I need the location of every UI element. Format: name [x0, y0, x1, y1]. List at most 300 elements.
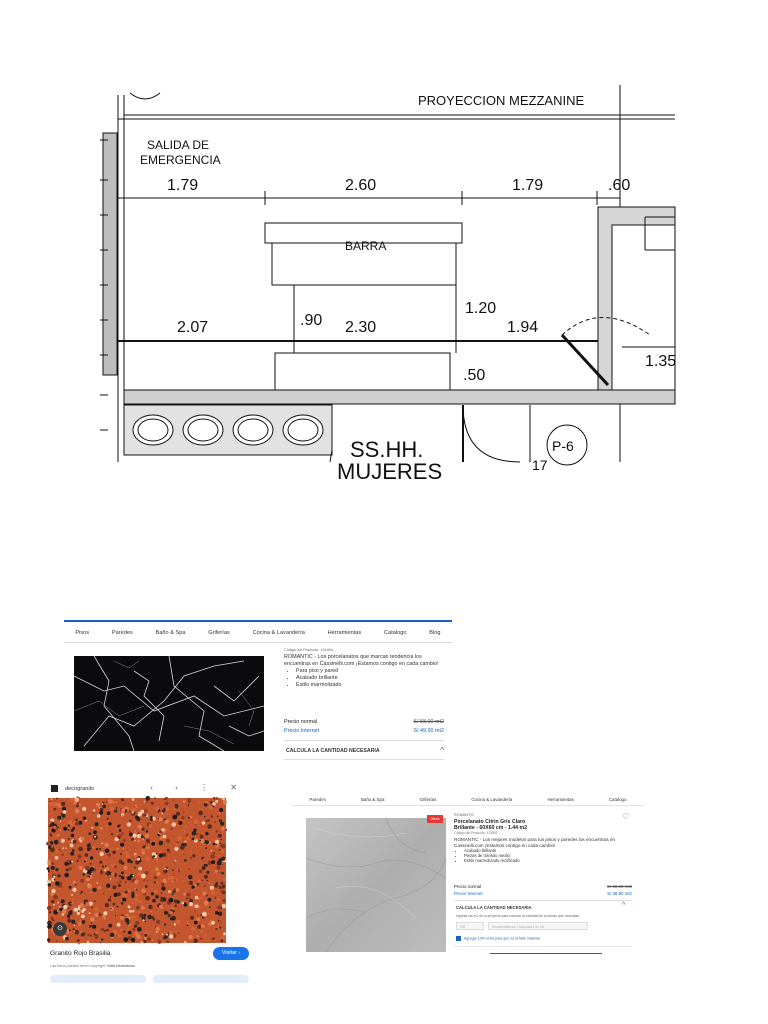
- granite-speckle: [79, 866, 83, 870]
- plan-dim: 17: [532, 457, 548, 473]
- granite-speckle: [172, 869, 174, 871]
- granite-speckle: [120, 929, 122, 931]
- granite-speckle: [207, 819, 210, 822]
- granite-speckle: [91, 907, 93, 909]
- boxes-input[interactable]: Recomendamos 1 caja para 1.44 m2: [488, 922, 588, 930]
- granite-speckle: [113, 851, 116, 854]
- granite-speckle: [168, 876, 172, 880]
- granite-speckle: [169, 898, 174, 903]
- granite-speckle: [57, 803, 60, 806]
- granite-speckle: [89, 925, 92, 928]
- granite-speckle: [139, 913, 143, 917]
- granite-speckle: [62, 847, 64, 849]
- checkbox-checked-icon[interactable]: [456, 936, 461, 941]
- chevron-up-icon[interactable]: ^: [622, 902, 626, 909]
- nav-item-blog[interactable]: Blog: [429, 630, 441, 636]
- granite-speckle: [126, 914, 129, 917]
- granite-speckle: [74, 931, 75, 932]
- granite-speckle: [171, 828, 173, 830]
- granite-speckle: [113, 930, 117, 934]
- granite-speckle: [115, 837, 119, 841]
- granite-speckle: [121, 871, 124, 874]
- granite-speckle: [129, 832, 133, 836]
- granite-speckle: [194, 921, 198, 925]
- granite-speckle: [151, 916, 154, 919]
- granite-speckle: [194, 838, 196, 840]
- granite-speckle: [165, 829, 167, 831]
- granite-speckle: [204, 803, 208, 807]
- nav-item-paredes[interactable]: Paredes: [111, 630, 133, 636]
- granite-speckle: [53, 920, 55, 922]
- granite-speckle: [72, 849, 75, 852]
- granite-speckle: [95, 931, 98, 934]
- nav-item-herramientas[interactable]: Herramientas: [547, 796, 574, 802]
- granite-speckle: [63, 827, 67, 831]
- granite-speckle: [196, 918, 200, 922]
- plan-dim: 2.07: [177, 319, 209, 336]
- granite-speckle: [129, 819, 132, 822]
- granite-speckle: [161, 886, 165, 890]
- price-normal-row: [284, 719, 444, 725]
- lens-search-icon[interactable]: ⊙: [53, 922, 67, 936]
- granite-speckle: [53, 875, 55, 877]
- granite-speckle: [141, 835, 144, 838]
- granite-speckle: [166, 867, 168, 869]
- granite-speckle: [132, 798, 135, 801]
- plan-door-tag: P-6: [552, 438, 574, 454]
- granite-speckle: [213, 797, 216, 800]
- nav-item-griferias[interactable]: Griferías: [208, 630, 230, 636]
- granite-speckle: [184, 859, 187, 862]
- granite-speckle: [194, 940, 195, 941]
- product-code: Código del Producto: 114404: [284, 648, 333, 652]
- granite-speckle: [200, 897, 203, 900]
- granite-speckle: [189, 902, 193, 906]
- granite-speckle: [189, 881, 193, 885]
- granite-speckle: [111, 833, 113, 835]
- granite-speckle: [119, 860, 123, 864]
- granite-speckle: [60, 829, 62, 831]
- granite-speckle: [119, 829, 122, 832]
- granite-speckle: [83, 908, 86, 911]
- granite-speckle: [152, 870, 154, 872]
- granite-speckle: [106, 825, 108, 827]
- granite-speckle: [125, 881, 127, 883]
- granite-speckle: [74, 925, 76, 927]
- granite-speckle: [173, 911, 174, 912]
- granite-speckle: [212, 852, 215, 855]
- granite-speckle: [206, 880, 208, 882]
- granite-speckle: [208, 923, 211, 926]
- granite-speckle: [221, 872, 224, 875]
- tile-texture: [306, 818, 446, 952]
- granite-speckle: [221, 890, 224, 893]
- granite-speckle: [54, 879, 56, 881]
- granite-speckle: [116, 833, 118, 835]
- granite-speckle: [51, 889, 55, 893]
- granite-speckle: [94, 907, 98, 911]
- plan-arc: [130, 93, 160, 99]
- granite-speckle: [177, 841, 179, 843]
- plan-title: PROYECCION MEZZANINE: [418, 93, 585, 108]
- nav-divider: [292, 805, 644, 806]
- granite-speckle: [64, 873, 69, 878]
- granite-speckle: [106, 867, 110, 871]
- granite-speckle: [137, 813, 138, 814]
- granite-speckle: [82, 902, 84, 904]
- granite-speckle: [135, 804, 137, 806]
- granite-speckle: [174, 847, 178, 851]
- granite-speckle: [158, 812, 160, 814]
- granite-speckle: [213, 938, 215, 940]
- granite-speckle: [57, 902, 59, 904]
- granite-speckle: [62, 909, 67, 914]
- granite-speckle: [215, 870, 218, 873]
- granite-speckle: [223, 798, 225, 800]
- granite-speckle: [161, 828, 164, 831]
- granite-speckle: [219, 849, 221, 851]
- chevron-up-icon[interactable]: ^: [440, 746, 444, 755]
- calculate-quantity-toggle[interactable]: CALCULA LA CANTIDAD NECESARIA: [286, 748, 380, 754]
- granite-speckle: [71, 920, 75, 924]
- granite-speckle: [156, 920, 160, 924]
- granite-speckle: [77, 860, 79, 862]
- nav-divider: [64, 642, 452, 643]
- shop-nav-bar: [292, 793, 644, 805]
- granite-speckle: [146, 879, 148, 881]
- granite-speckle: [176, 888, 180, 892]
- more-info-link[interactable]: Más información: [107, 964, 136, 968]
- plan-wall-band: [124, 390, 675, 404]
- granite-speckle: [81, 937, 83, 939]
- granite-speckle: [162, 942, 164, 944]
- granite-speckle: [146, 857, 150, 861]
- site-name[interactable]: decogranito: [65, 786, 95, 792]
- accent-underline: [490, 953, 602, 954]
- nav-item-bano-spa[interactable]: Baño & Spa: [360, 796, 385, 802]
- visit-button[interactable]: Visitar ›: [213, 947, 249, 960]
- granite-speckle: [220, 849, 224, 853]
- granite-speckle: [85, 820, 87, 822]
- granite-speckle: [143, 879, 145, 881]
- nav-item-catalogo[interactable]: Catalogo: [608, 796, 627, 802]
- granite-speckle: [72, 899, 74, 901]
- granite-speckle: [96, 803, 100, 807]
- granite-speckle: [124, 937, 129, 942]
- granite-speckle: [190, 916, 194, 920]
- granite-speckle: [214, 884, 218, 888]
- nav-item-paredes[interactable]: Paredes: [309, 796, 326, 802]
- granite-speckle: [152, 899, 155, 902]
- red-granite-image: [48, 798, 226, 943]
- granite-speckle: [199, 834, 201, 836]
- granite-speckle: [51, 822, 54, 825]
- granite-speckle: [197, 925, 201, 929]
- calculate-quantity-toggle[interactable]: CALCULA LA CANTIDAD NECESARIA: [456, 905, 532, 910]
- granite-speckle: [84, 900, 86, 902]
- granite-speckle: [137, 840, 140, 843]
- granite-speckle: [122, 898, 126, 902]
- granite-speckle: [217, 816, 219, 818]
- granite-speckle: [86, 877, 90, 881]
- granite-speckle: [94, 900, 95, 901]
- granite-speckle: [133, 858, 134, 859]
- product-description: ROMANTIC - Los porcelanatos que marcan tendencia los encuentras en Cassinelli.com ¡Estamos contigo en cada cambio!: [284, 654, 439, 667]
- granite-speckle: [95, 913, 99, 917]
- granite-speckle: [143, 940, 146, 943]
- nav-item-pisos[interactable]: Pisos: [75, 630, 90, 636]
- granite-speckle: [179, 821, 183, 825]
- product-code: Código del Producto: 113652: [454, 831, 498, 836]
- granite-speckle: [169, 852, 171, 854]
- granite-speckle: [80, 837, 84, 841]
- granite-speckle: [115, 915, 116, 916]
- granite-speckle: [103, 911, 107, 915]
- area-input[interactable]: 100: [456, 922, 484, 930]
- granite-speckle: [188, 817, 190, 819]
- granite-speckle: [67, 845, 69, 847]
- granite-speckle: [118, 934, 121, 937]
- calc-instructions: Ingresa los m2 de tu proyecto para calcular la cantidad de producto que necesitas.: [456, 914, 581, 918]
- granite-speckle: [174, 860, 176, 862]
- granite-speckle: [68, 907, 70, 909]
- granite-speckle: [221, 844, 226, 849]
- nav-item-bano-spa[interactable]: Baño & Spa: [155, 630, 186, 636]
- granite-speckle: [203, 857, 205, 859]
- granite-speckle: [221, 857, 225, 861]
- granite-speckle: [110, 878, 111, 879]
- granite-speckle: [69, 867, 72, 870]
- granite-speckle: [185, 875, 187, 877]
- granite-speckle: [152, 939, 154, 941]
- granite-speckle: [56, 848, 58, 850]
- granite-speckle: [184, 831, 186, 833]
- granite-speckle: [118, 834, 121, 837]
- granite-speckle: [78, 901, 80, 903]
- granite-speckle: [162, 810, 165, 813]
- granite-speckle: [150, 818, 153, 821]
- granite-speckle: [173, 799, 175, 801]
- granite-speckle: [211, 815, 213, 817]
- granite-speckle: [55, 856, 59, 860]
- nav-item-cocina[interactable]: Cocina & Lavandería: [471, 796, 513, 802]
- granite-speckle: [223, 800, 227, 804]
- granite-speckle: [117, 847, 119, 849]
- granite-speckle: [188, 875, 192, 879]
- granite-speckle: [87, 848, 90, 851]
- granite-speckle: [156, 872, 160, 876]
- granite-speckle: [67, 918, 71, 922]
- extra-material-checkbox[interactable]: [456, 936, 540, 941]
- granite-speckle: [61, 899, 65, 903]
- granite-speckle: [145, 896, 150, 901]
- granite-speckle: [59, 882, 62, 885]
- price-normal-label: Precio normal: [454, 884, 482, 889]
- granite-speckle: [73, 928, 75, 930]
- granite-speckle: [175, 805, 179, 809]
- granite-speckle: [75, 884, 77, 886]
- granite-speckle: [200, 914, 202, 916]
- granite-speckle: [126, 877, 127, 878]
- granite-speckle: [111, 872, 115, 876]
- granite-speckle: [100, 870, 102, 872]
- granite-speckle: [154, 797, 156, 799]
- feature-list: [284, 668, 444, 689]
- granite-speckle: [93, 830, 97, 834]
- granite-speckle: [133, 875, 135, 877]
- granite-speckle: [161, 892, 163, 894]
- granite-speckle: [207, 898, 211, 902]
- granite-speckle: [155, 867, 159, 871]
- granite-speckle: [199, 802, 200, 803]
- save-pill[interactable]: [153, 975, 249, 983]
- product-name-2: Brillante - 60X60 cm - 1.44 m2: [454, 825, 527, 831]
- granite-speckle: [187, 925, 189, 927]
- floor-plan-svg: [100, 85, 677, 484]
- granite-speckle: [50, 893, 53, 896]
- granite-speckle: [106, 884, 110, 888]
- granite-speckle: [153, 817, 155, 819]
- granite-speckle: [207, 871, 210, 874]
- granite-speckle: [114, 866, 116, 868]
- granite-speckle: [77, 912, 80, 915]
- share-pill[interactable]: [50, 975, 146, 983]
- granite-speckle: [111, 864, 115, 868]
- granite-speckle: [85, 902, 90, 907]
- granite-speckle: [70, 844, 74, 848]
- granite-speckle: [99, 807, 100, 808]
- granite-speckle: [117, 923, 121, 927]
- granite-speckle: [77, 941, 80, 944]
- granite-speckle: [98, 870, 101, 873]
- granite-speckle: [151, 802, 154, 805]
- granite-speckle: [189, 805, 190, 806]
- granite-speckle: [141, 906, 145, 910]
- granite-speckle: [105, 903, 109, 907]
- granite-speckle: [210, 920, 212, 922]
- granite-speckle: [142, 846, 145, 849]
- granite-speckle: [221, 827, 225, 831]
- heart-icon[interactable]: ♡: [622, 812, 630, 821]
- plan-dim: 1.35: [645, 353, 677, 370]
- granite-speckle: [196, 935, 199, 938]
- granite-speckle: [210, 801, 212, 803]
- granite-speckle: [121, 832, 124, 835]
- granite-speckle: [215, 800, 218, 803]
- granite-speckle: [209, 913, 210, 914]
- granite-speckle: [134, 867, 136, 869]
- granite-speckle: [53, 826, 56, 829]
- granite-speckle: [171, 916, 173, 918]
- granite-speckle: [50, 834, 52, 836]
- granite-speckle: [149, 824, 153, 828]
- granite-speckle: [172, 822, 176, 826]
- granite-speckle: [212, 802, 216, 806]
- granite-speckle: [77, 854, 81, 858]
- granite-speckle: [164, 820, 168, 824]
- granite-speckle: [49, 911, 51, 913]
- image-title[interactable]: Granito Rojo Brasilia: [50, 950, 111, 957]
- granite-speckle: [172, 891, 175, 894]
- granite-speckle: [207, 824, 212, 829]
- marble-texture: [74, 656, 264, 751]
- granite-speckle: [68, 838, 70, 840]
- granite-speckle: [202, 821, 205, 824]
- granite-speckle: [198, 879, 202, 883]
- list-item: • Acabado brillante: [296, 675, 444, 682]
- granite-speckle: [219, 886, 222, 889]
- product-description: ROMANTIC - Los mejores modelos para tus pisos y paredes los encuentras en Cassinelli.com ¡Estamos contigo en cada cambio!: [454, 837, 616, 848]
- granite-speckle: [155, 807, 159, 811]
- granite-speckle: [220, 839, 222, 841]
- granite-speckle: [185, 825, 187, 827]
- granite-speckle: [132, 902, 134, 904]
- granite-speckle: [71, 861, 73, 863]
- granite-speckle: [112, 801, 114, 803]
- granite-speckle: [56, 798, 58, 800]
- nav-item-catalogo[interactable]: Catalogo: [384, 630, 407, 636]
- granite-speckle: [59, 887, 61, 889]
- granite-speckle: [192, 838, 195, 841]
- granite-speckle: [65, 937, 69, 941]
- granite-speckle: [115, 801, 117, 803]
- granite-speckle: [138, 832, 139, 833]
- granite-speckle: [136, 817, 140, 821]
- granite-speckle: [68, 829, 70, 831]
- granite-speckle: [90, 856, 93, 859]
- granite-speckle: [163, 835, 167, 839]
- granite-speckle: [183, 893, 186, 896]
- nav-item-cocina[interactable]: Cocina & Lavandería: [252, 630, 305, 636]
- image-preview-panel: [45, 778, 255, 983]
- granite-speckle: [209, 906, 211, 908]
- granite-speckle: [78, 926, 80, 928]
- granite-speckle: [52, 862, 54, 864]
- granite-speckle: [127, 889, 131, 893]
- granite-speckle: [154, 876, 158, 880]
- granite-speckle: [119, 880, 121, 882]
- granite-speckle: [154, 882, 156, 884]
- granite-speckle: [133, 834, 137, 838]
- plan-dim: 1.79: [512, 177, 544, 194]
- granite-speckle: [91, 922, 93, 924]
- granite-speckle: [110, 848, 111, 849]
- granite-speckle: [141, 942, 144, 945]
- granite-speckle: [200, 835, 204, 839]
- granite-speckle: [108, 924, 112, 928]
- granite-speckle: [106, 929, 109, 932]
- preview-controls[interactable]: ‹ › ⋮ ✕: [150, 783, 247, 792]
- granite-speckle: [51, 799, 52, 800]
- granite-speckle: [145, 834, 149, 838]
- granite-speckle: [140, 810, 144, 814]
- granite-speckle: [101, 928, 104, 931]
- granite-speckle: [101, 938, 103, 940]
- granite-speckle: [223, 932, 226, 935]
- nav-item-herramientas[interactable]: Herramientas: [327, 630, 362, 636]
- granite-speckle: [194, 939, 198, 943]
- granite-speckle: [141, 934, 143, 936]
- granite-speckle: [135, 894, 137, 896]
- granite-speckle: [80, 903, 84, 907]
- granite-speckle: [196, 916, 198, 918]
- granite-speckle: [150, 911, 152, 913]
- granite-speckle: [102, 803, 104, 805]
- nav-item-griferias[interactable]: Griferías: [419, 796, 437, 802]
- granite-speckle: [70, 902, 72, 904]
- granite-speckle: [119, 825, 121, 827]
- granite-speckle: [177, 836, 182, 841]
